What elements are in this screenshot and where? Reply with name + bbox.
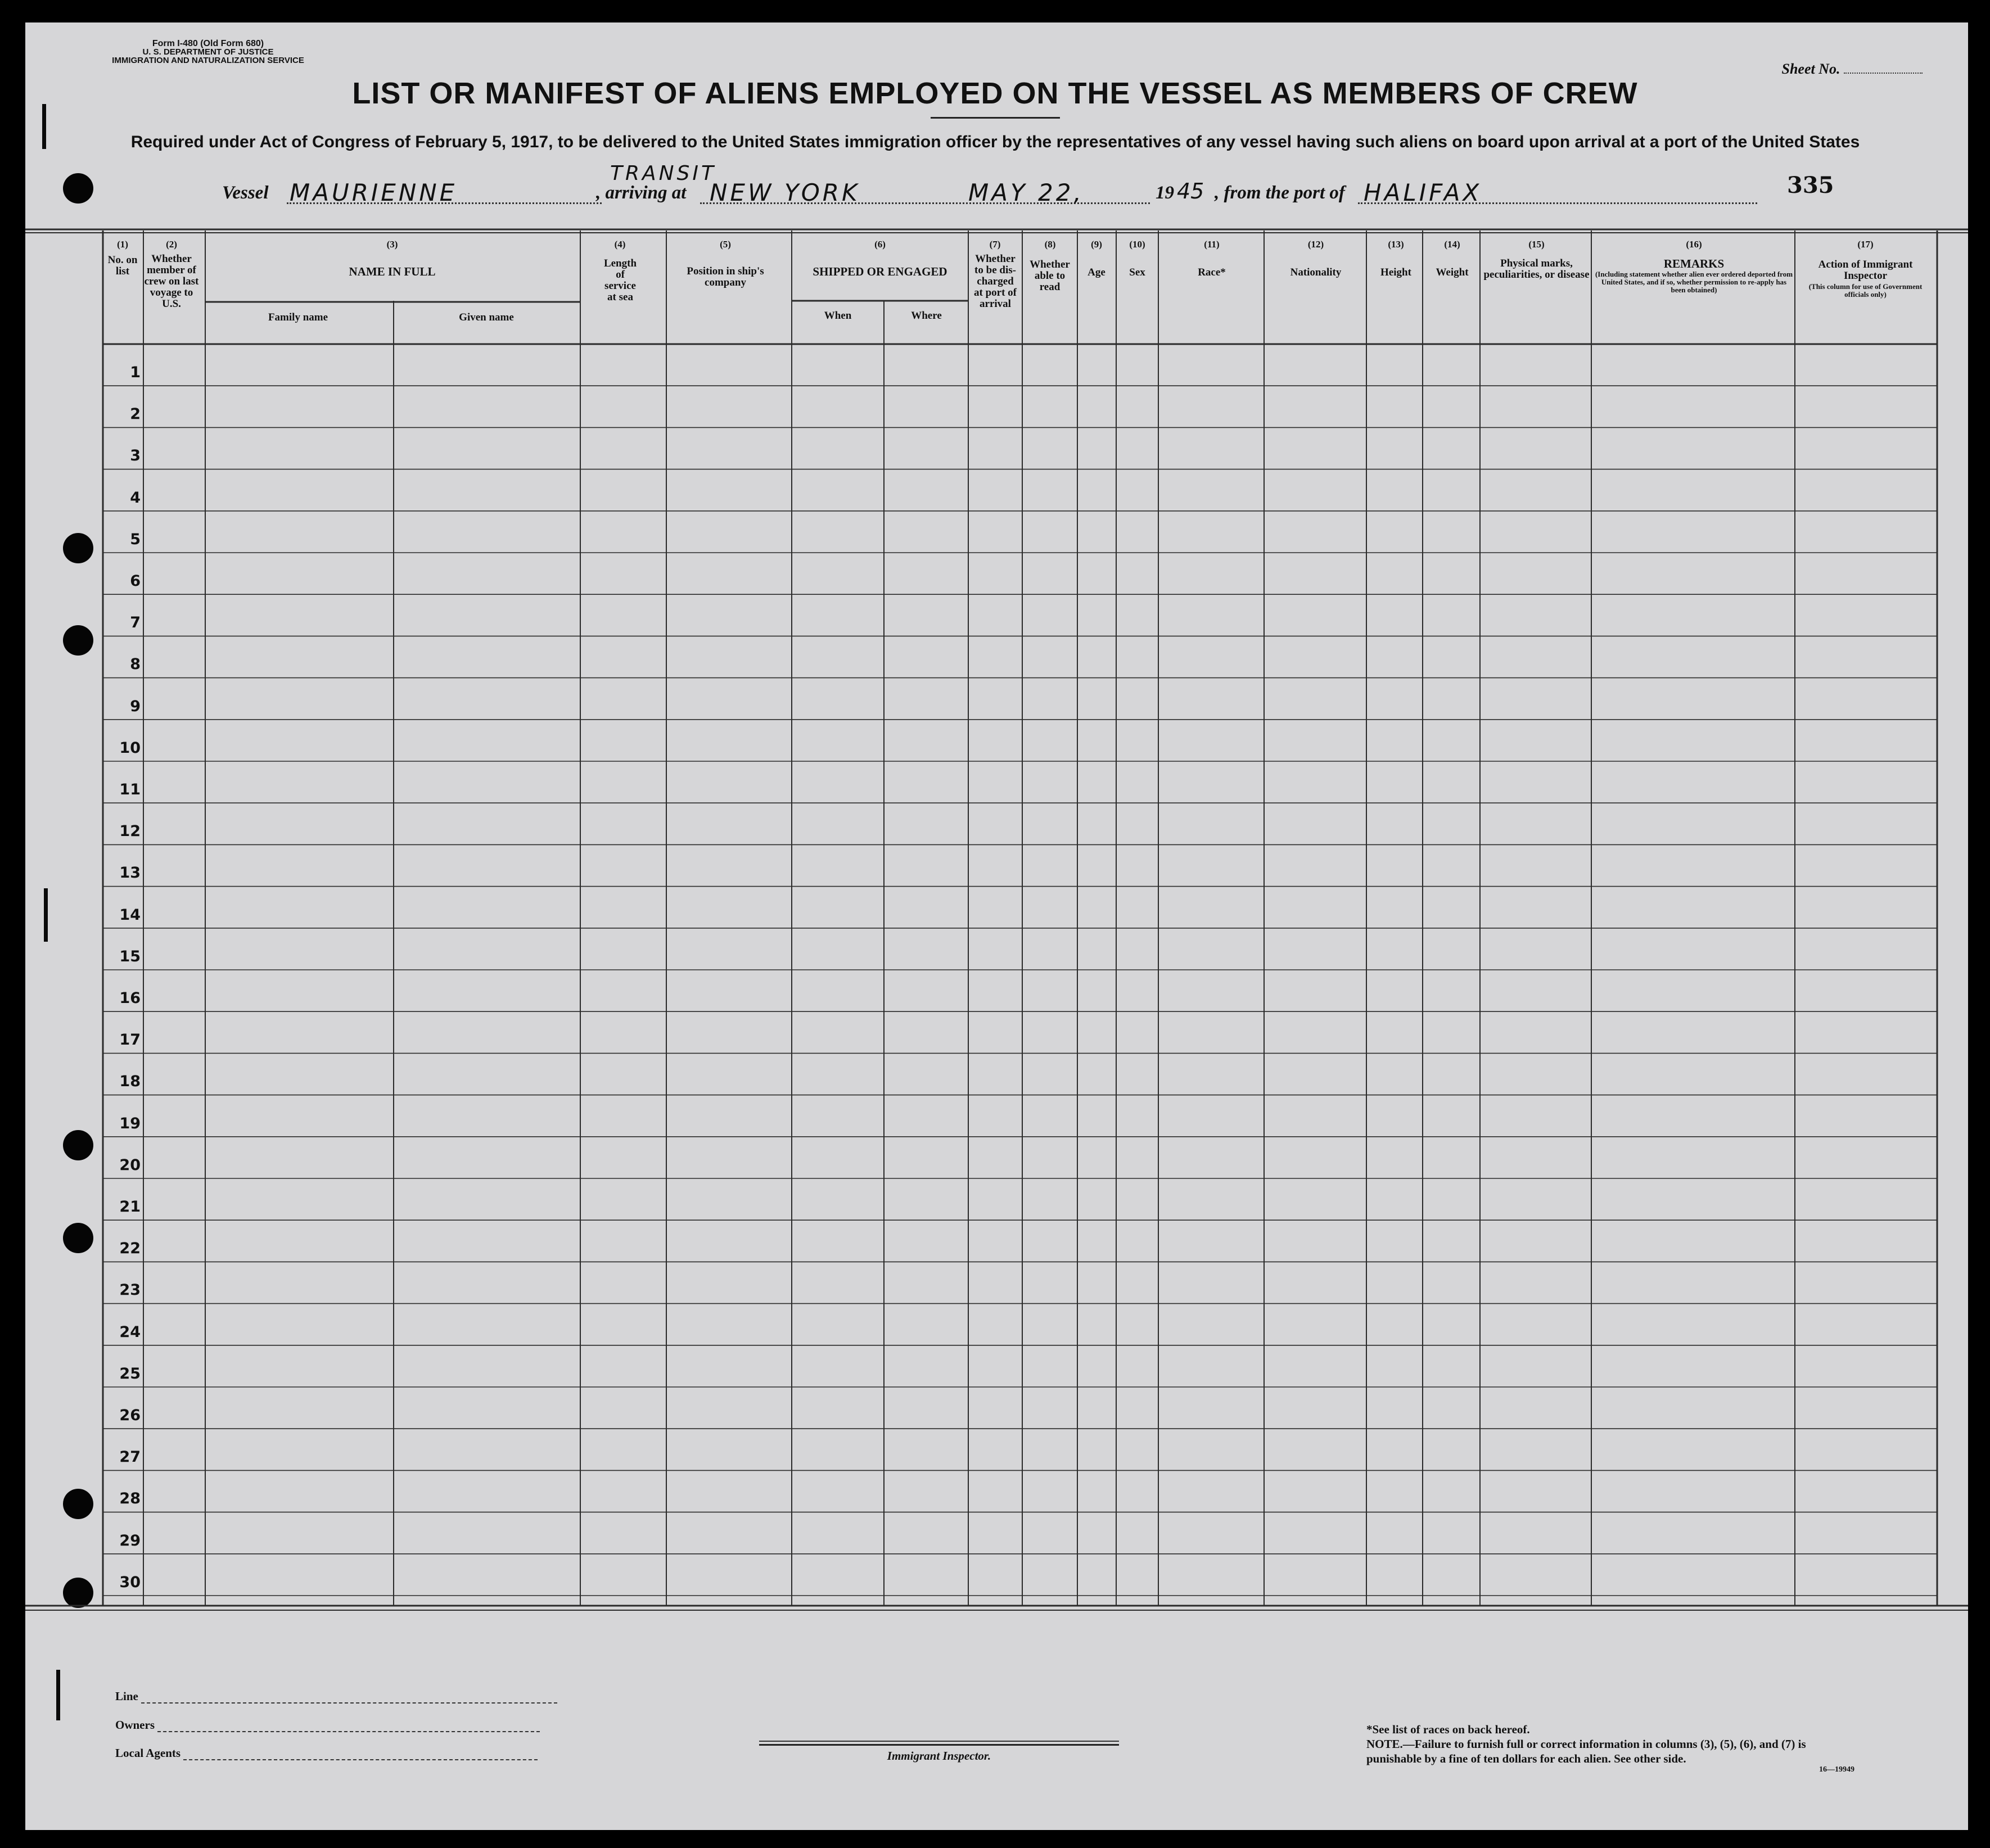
col-14-header: (14) Weight [1436, 239, 1469, 278]
family-name-header: Family name [268, 311, 328, 323]
col-10-header: (10) Sex [1129, 239, 1145, 278]
immigrant-inspector-signature: Immigrant Inspector. [759, 1744, 1119, 1763]
page-title: LIST OR MANIFEST OF ALIENS EMPLOYED ON THE VESSEL AS MEMBERS OF CREW [352, 76, 1638, 110]
col-1-header: (1) No. on list [107, 239, 138, 277]
row-number: 15 [119, 947, 141, 965]
col-2-header: (2) Whether member of crew on last voyage to U.S. [144, 239, 199, 310]
transit-note: TRANSIT [610, 162, 717, 185]
row-number: 8 [130, 656, 141, 674]
row-number: 3 [130, 447, 141, 465]
arriving-label: , arriving at [596, 183, 687, 203]
row-number: 21 [119, 1198, 141, 1216]
row-number: 2 [130, 405, 141, 423]
local-agents-field [115, 1746, 538, 1760]
col-5-header: (5) Position in ship's company [687, 239, 764, 288]
col-9-header: (9) Age [1087, 239, 1105, 278]
row-number: 7 [130, 614, 141, 632]
when-header: When [824, 310, 852, 322]
given-name-header: Given name [459, 311, 514, 323]
row-number: 1 [130, 364, 141, 381]
row-number: 26 [119, 1407, 141, 1424]
row-number: 27 [119, 1448, 141, 1466]
row-number: 13 [119, 864, 141, 882]
col-12-header: (12) Nationality [1290, 239, 1342, 278]
arriving-port: NEW YORK [710, 179, 860, 206]
row-number: 5 [130, 530, 141, 548]
row-number: 22 [119, 1240, 141, 1258]
sheet-number-label: Sheet No. [1781, 61, 1840, 77]
row-number: 23 [119, 1281, 141, 1299]
row-number: 14 [119, 906, 141, 924]
page-subtitle: Required under Act of Congress of February 5, 1917, to be delivered to the United States immigration officer by the representatives of any vessel having such aliens on board upon arrival at a port of the United States [130, 133, 1860, 151]
row-number: 25 [119, 1364, 141, 1382]
row-number: 30 [119, 1573, 141, 1591]
row-number: 29 [119, 1531, 141, 1549]
col-6-header: (6) SHIPPED OR ENGAGED [813, 239, 947, 278]
col-3-header: (3) NAME IN FULL [349, 239, 436, 278]
col-8-header: (8) Whether able to read [1030, 239, 1070, 293]
service-name: IMMIGRATION AND NATURALIZATION SERVICE [112, 56, 304, 65]
from-port: HALIFAX [1364, 179, 1482, 206]
col-7-header: (7) Whether to be dis-charged at port of arrival [974, 239, 1017, 310]
line-field [115, 1689, 557, 1704]
row-number: 6 [130, 572, 141, 590]
page-number: 335 [1787, 172, 1834, 198]
year-prefix: 19 [1156, 183, 1174, 203]
row-number: 11 [119, 781, 141, 798]
print-code: 16—19949 [1819, 1765, 1854, 1774]
line-blank[interactable] [141, 1702, 557, 1704]
owners-field [115, 1718, 540, 1732]
arrival-year: 45 [1177, 179, 1204, 204]
row-number: 17 [119, 1031, 141, 1049]
where-header: Where [911, 310, 942, 322]
arrival-date: MAY 22, [968, 179, 1084, 206]
row-number: 18 [119, 1073, 141, 1091]
row-number: 20 [119, 1156, 141, 1174]
row-number: 4 [130, 489, 141, 507]
owners-blank[interactable] [157, 1731, 540, 1732]
owners-label: Owners [115, 1718, 155, 1732]
row-number: 24 [119, 1323, 141, 1341]
local-agents-label: Local Agents [115, 1746, 181, 1760]
department-name: U. S. DEPARTMENT OF JUSTICE [142, 47, 274, 57]
col-15-header: (15) Physical marks, peculiarities, or disease [1483, 239, 1590, 281]
footnotes [1366, 1722, 1861, 1766]
vessel-label: Vessel [222, 183, 269, 203]
col-11-header: (11) Race* [1198, 239, 1226, 278]
from-label: , from the port of [1215, 183, 1345, 203]
row-number: 10 [119, 739, 141, 757]
local-agents-blank[interactable] [183, 1759, 538, 1760]
row-number: 19 [119, 1114, 141, 1132]
race-note: *See list of races on back hereof. [1366, 1723, 1530, 1736]
col-13-header: (13) Height [1380, 239, 1411, 278]
form-number: Form I-480 (Old Form 680) [152, 39, 264, 48]
row-number: 12 [119, 823, 141, 841]
col-17-header: (17) Action of Immigrant Inspector (This column for use of Government officials only) [1808, 239, 1923, 299]
row-number: 28 [119, 1490, 141, 1508]
line-label: Line [115, 1689, 138, 1703]
row-number: 9 [130, 697, 141, 715]
penalty-note: NOTE.—Failure to furnish full or correct information in columns (3), (5), (6), and (7) is punishable by a fine of ten dollars for each alien. See other side. [1366, 1737, 1806, 1765]
col-16-header: (16) REMARKS (Including statement whether alien ever ordered deported from United States, and if so, whether permission to re-apply has been obtained) [1595, 239, 1793, 294]
row-number: 16 [119, 989, 141, 1007]
signature-rule [759, 1741, 1119, 1742]
col-4-header: (4) Length of service at sea [603, 239, 637, 303]
vessel-name: MAURIENNE [290, 179, 458, 206]
